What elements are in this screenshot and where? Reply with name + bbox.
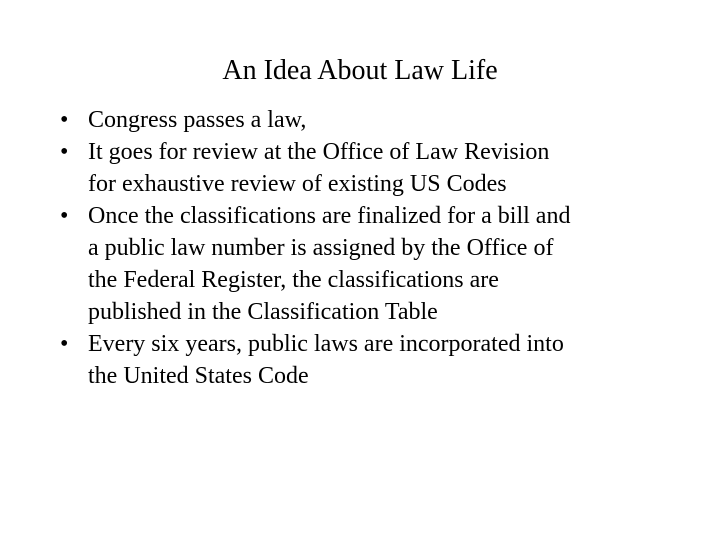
bullet-marker: • bbox=[60, 107, 69, 133]
bullet-marker: • bbox=[60, 331, 69, 357]
bullet-text bbox=[88, 200, 670, 328]
bullet-line: for exhaustive review of existing US Codes bbox=[88, 171, 507, 197]
bullet-line: Congress passes a law, bbox=[88, 107, 307, 133]
bullet-line: It goes for review at the Office of Law Revision bbox=[88, 139, 550, 165]
bullet-item bbox=[60, 328, 670, 392]
bullet-text bbox=[88, 136, 670, 200]
bullet-marker: • bbox=[60, 139, 69, 165]
bullet-item bbox=[60, 200, 670, 328]
bullet-line: published in the Classification Table bbox=[88, 299, 438, 325]
bullet-item bbox=[60, 104, 670, 136]
bullet-text bbox=[88, 104, 670, 136]
bullet-marker: • bbox=[60, 203, 69, 229]
bullet-item bbox=[60, 136, 670, 200]
slide-title: An Idea About Law Life bbox=[222, 55, 498, 86]
bullet-line: the United States Code bbox=[88, 363, 309, 389]
bullet-text bbox=[88, 328, 670, 392]
bullet-line: the Federal Register, the classifications are bbox=[88, 267, 499, 293]
bullet-line: Every six years, public laws are incorporated into bbox=[88, 331, 564, 357]
bullet-list bbox=[60, 104, 670, 392]
bullet-line: Once the classifications are finalized for a bill and bbox=[88, 203, 571, 229]
bullet-line: a public law number is assigned by the Office of bbox=[88, 235, 554, 261]
